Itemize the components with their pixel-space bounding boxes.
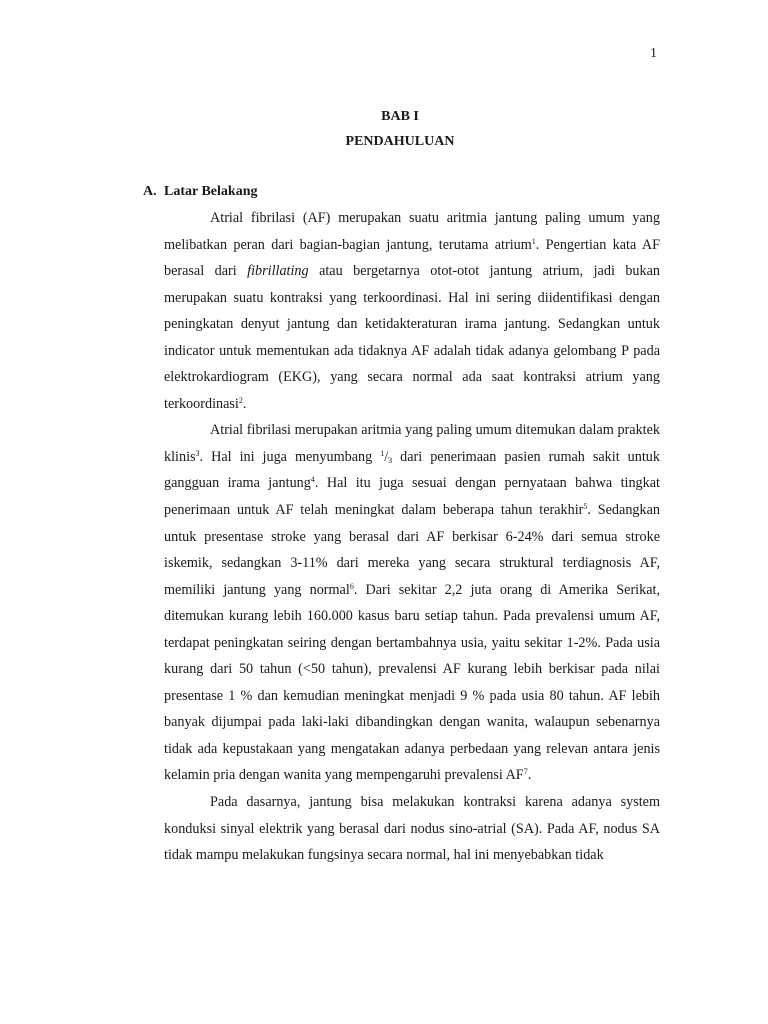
- text-run: . Hal itu juga sesuai dengan pernyataan bahwa tingkat penerimaan untuk AF telah meningkat dalam beberapa tahun terakhir: [164, 475, 660, 519]
- reference-marker: 4: [310, 475, 315, 485]
- text-run: .: [527, 767, 532, 784]
- reference-marker: 7: [523, 767, 528, 777]
- text-run: Atrial fibrilasi (AF) merupakan suatu aritmia jantung paling umum yang melibatkan peran dari bagian-bagian jantung, terutama atrium: [164, 210, 660, 253]
- page-number: 1: [650, 46, 657, 61]
- section-heading: [143, 184, 257, 200]
- reference-marker: 2: [238, 395, 243, 405]
- text-run: . Sedangkan untuk presentase stroke yang berasal dari AF berkisar 6-24% dari semua stroke iskemik, sedangkan 3-11% dari mereka yang secara struktural terdiagnosis AF, memiliki jantung yang normal: [164, 502, 660, 598]
- paragraph: [164, 417, 660, 789]
- section-marker: A.: [143, 184, 157, 199]
- text-run: . Dari sekitar 2,2 juta orang di Amerika Serikat, ditemukan kurang lebih 160.000 kasus baru setiap tahun. Pada prevalensi umum AF, terdapat peningkatan seiring dengan bertambahnya usia, yaitu sekitar 1-2%. Pada usia kurang dari 50 tahun (<50 tahun), prevalensi AF kurang lebih berkisar pada nilai presentase 1 % dan kemudian meningkat menjadi 9 % pada usia 80 tahun. AF lebih banyak dijumpai pada laki-laki dibandingkan dengan wanita, walaupun sebenarnya tidak ada kepustakaan yang mengatakan adanya perbedaan yang relevan antara jenis kelamin pria dengan wanita yang mempengaruhi prevalensi AF: [164, 581, 660, 784]
- reference-marker: 1: [531, 236, 536, 246]
- fraction-numerator: 1: [380, 448, 385, 458]
- paragraph: [164, 205, 660, 417]
- text-run: dari penerimaan pasien rumah sakit untuk gangguan irama jantung: [164, 448, 660, 492]
- text-run: Pada dasarnya, jantung bisa melakukan kontraksi karena adanya system konduksi sinyal elektrik yang berasal dari nodus sino-atrial (SA). Pada AF, nodus SA tidak mampu melakukan fungsinya secara normal, hal ini menyebabkan tidak: [164, 794, 660, 864]
- fraction-denominator: 3: [388, 455, 393, 465]
- body-text: [164, 205, 660, 869]
- text-run: Atrial fibrilasi merupakan aritmia yang paling umum ditemukan dalam praktek klinis: [164, 422, 660, 465]
- italic-term: fibrillating: [247, 263, 309, 280]
- fraction-separator: /: [384, 448, 389, 465]
- chapter-number: BAB I: [381, 109, 419, 124]
- text-run: .: [242, 395, 247, 412]
- paragraph: [164, 789, 660, 869]
- text-run: atau bergetarnya otot-otot jantung atrium, jadi bukan merupakan suatu kontraksi yang terkoordinasi. Hal ini sering diidentifikasi dengan peningkatan denyut jantung dan ketidakteraturan irama jantung. Sedangkan untuk indicator untuk mementukan ada tidaknya AF adalah tidak adanya gelombang P pada elektrokardiogram (EKG), yang secara normal ada saat kontraksi atrium yang terkoordinasi: [164, 263, 661, 412]
- reference-marker: 3: [195, 448, 200, 458]
- text-run: . Pengertian kata AF berasal dari: [164, 236, 660, 280]
- text-run: . Hal ini juga menyumbang: [199, 448, 381, 465]
- section-title: Latar Belakang: [164, 184, 258, 199]
- reference-marker: 5: [583, 502, 588, 512]
- chapter-title: PENDAHULUAN: [345, 134, 455, 149]
- reference-marker: 6: [349, 581, 354, 591]
